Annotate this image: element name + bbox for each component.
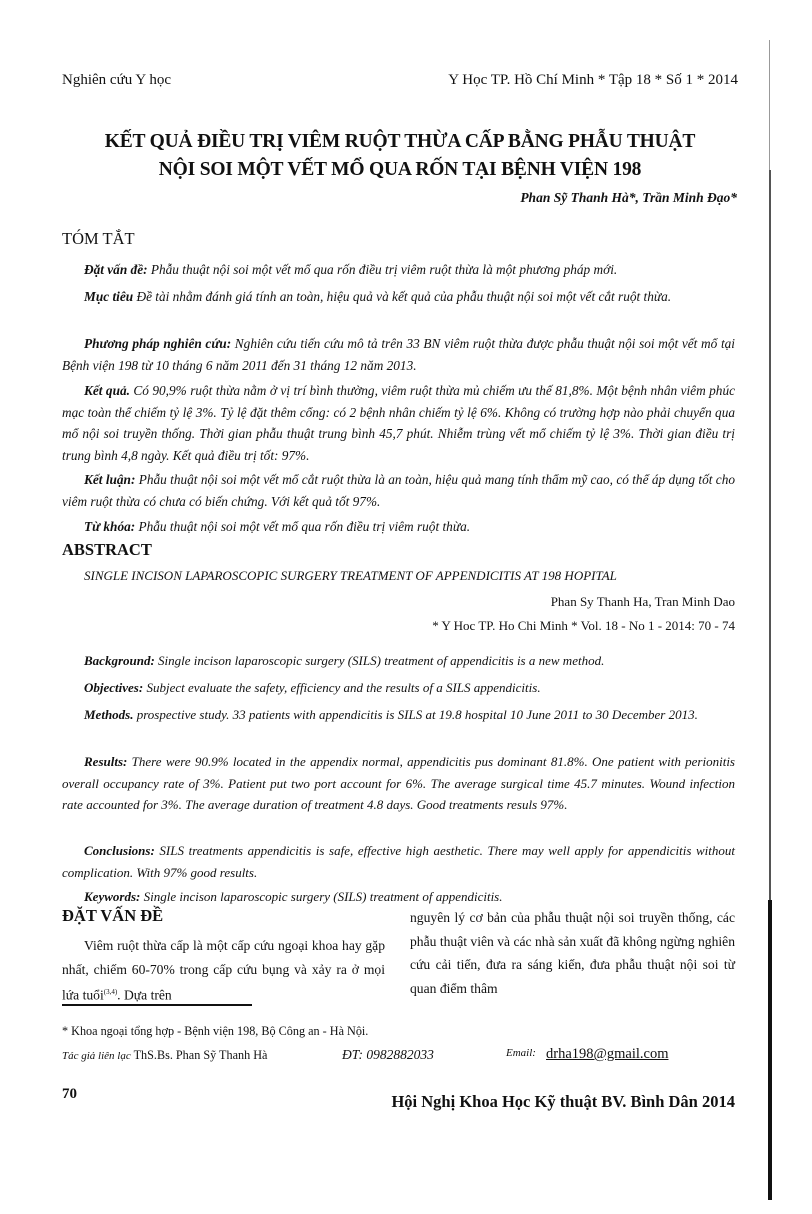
summary-paragraph: [62, 380, 735, 466]
paragraph-label: Methods.: [84, 707, 134, 722]
contact-email-link[interactable]: drha198@gmail.com: [546, 1046, 669, 1062]
running-header-left: Nghiên cứu Y học: [62, 72, 172, 88]
summary-heading: TÓM TẮT: [62, 229, 135, 248]
paragraph-text: Có 90,9% ruột thừa nằm ở vị trí bình thường, viêm ruột thừa mủ chiếm ưu thế 81,8%. Một bệnh nhân viêm phúc mạc toàn thể chiếm tỷ lệ 3%. Tỷ lệ đặt thêm cổng: có 2 bệnh nhân chiếm tỷ lệ 6%. Không có trường hợp nào phải chuyển qua mổ nội soi truyền thống. Thời gian phẫu thuật trung bình 45,7 phút. Nhiễm trùng vết mổ chiếm tỷ lệ 3%. Thời gian điều trị trung bình 4,8 ngày. Kết quả điều trị tốt: 97%.: [62, 383, 735, 463]
contact-label: Tác giả liên lạc: [62, 1050, 131, 1062]
authors: Phan Sỹ Thanh Hà*, Trần Minh Đạo*: [520, 190, 737, 205]
page-number: 70: [62, 1086, 77, 1102]
title-line-2: NỘI SOI MỘT VẾT MỔ QUA RỐN TẠI BỆNH VIỆN 198: [158, 159, 642, 180]
abstract-paragraph: [62, 677, 735, 699]
paragraph-label: Từ khóa:: [84, 519, 136, 534]
paragraph-label: Objectives:: [84, 680, 144, 695]
title-line-1: KẾT QUẢ ĐIỀU TRỊ VIÊM RUỘT THỪA CẤP BẰNG PHẪU THUẬT: [104, 131, 696, 152]
paragraph-text: Subject evaluate the safety, efficiency and the results of a SILS appendicitis.: [143, 680, 541, 695]
abstract-title: SINGLE INCISON LAPAROSCOPIC SURGERY TREATMENT OF APPENDICITIS AT 198 HOPITAL: [84, 568, 617, 583]
abstract-paragraph: [62, 650, 735, 672]
article-title: [40, 128, 760, 184]
contact-phone: ĐT: 0982882033: [342, 1047, 434, 1062]
scan-edge-bar: [768, 900, 772, 1200]
paragraph-text: Phẫu thuật nội soi một vết mổ qua rốn điều trị viêm ruột thừa là một phương pháp mới.: [147, 262, 618, 277]
contact-name: ThS.Bs. Phan Sỹ Thanh Hà: [133, 1048, 268, 1062]
abstract-paragraph: [62, 751, 735, 816]
paragraph-label: Kết quả.: [84, 383, 130, 398]
summary-paragraph: [62, 469, 735, 512]
paragraph-text: Nghiên cứu tiến cứu mô tả trên 33 BN viêm ruột thừa được phẫu thuật nội soi một vết mổ tại Bệnh viện 198 từ 10 tháng 6 năm 2011 đến 31 tháng 12 năm 2013.: [62, 336, 735, 373]
footnote-affiliation: * Khoa ngoại tổng hợp - Bệnh viện 198, Bộ Công an - Hà Nội.: [62, 1024, 369, 1038]
footnote-divider: [62, 1004, 252, 1006]
email-label: Email:: [506, 1047, 536, 1059]
paragraph-text: Single incison laparoscopic surgery (SILS) treatment of appendicitis is a new method.: [154, 653, 605, 668]
paragraph-text: prospective study. 33 patients with appendicitis is SILS at 19.8 hospital 10 June 2011 to 30 December 2013.: [133, 707, 698, 722]
paragraph-text: Phẫu thuật nội soi một vết mổ qua rốn điều trị viêm ruột thừa.: [135, 519, 471, 534]
paragraph-label: Phương pháp nghiên cứu:: [84, 336, 232, 351]
running-header-right: Y Học TP. Hồ Chí Minh * Tập 18 * Số 1 * 2014: [448, 72, 738, 88]
paragraph-label: Conclusions:: [84, 843, 155, 858]
intro-right-column: nguyên lý cơ bản của phẫu thuật nội soi truyền thống, các phẫu thuật viên và các nhà sản xuất đã không ngừng nghiên cứu cải tiến, đưa ra sáng kiến, đưa phẫu thuật nội soi từ quan điểm thâm: [410, 910, 735, 996]
paragraph-label: Keywords:: [84, 889, 141, 904]
paragraph-label: Kết luận:: [84, 472, 136, 487]
abstract-authors: Phan Sy Thanh Ha, Tran Minh Dao: [550, 594, 735, 609]
summary-paragraph: [62, 516, 735, 538]
paragraph-text: Phẫu thuật nội soi một vết mổ cắt ruột thừa là an toàn, hiệu quả mang tính thẩm mỹ cao, có thể áp dụng tốt cho viêm ruột thừa có chưa có biến chứng. Với kết quả tốt 97%.: [62, 472, 736, 509]
paragraph-label: Results:: [84, 754, 128, 769]
paragraph-label: Đặt vấn đề:: [84, 262, 148, 277]
footnote-contact: [62, 1048, 742, 1063]
paragraph-label: Background:: [84, 653, 155, 668]
intro-left-column: [62, 934, 385, 1007]
abstract-heading: ABSTRACT: [62, 540, 152, 559]
summary-paragraph: [62, 259, 735, 281]
intro-text: Viêm ruột thừa cấp là một cấp cứu ngoại khoa hay gặp nhất, chiếm 60-70% trong cấp cứu bụng và xảy ra ở mọi lứa tuổi: [62, 938, 385, 1003]
paragraph-text: Single incison laparoscopic surgery (SILS) treatment of appendicitis.: [140, 889, 503, 904]
running-footer: Hội Nghị Khoa Học Kỹ thuật BV. Bình Dân 2014: [391, 1092, 735, 1111]
citation-ref: (3,4): [103, 988, 118, 996]
summary-paragraph: [62, 286, 735, 308]
abstract-paragraph: [62, 886, 735, 908]
abstract-citation: * Y Hoc TP. Ho Chi Minh * Vol. 18 - No 1 - 2014: 70 - 74: [432, 618, 735, 633]
abstract-paragraph: [62, 840, 735, 883]
summary-paragraph: [62, 333, 735, 376]
abstract-paragraph: [62, 704, 735, 726]
intro-text: . Dựa trên: [117, 987, 172, 1003]
paragraph-label: Mục tiêu: [84, 289, 134, 304]
paragraph-text: SILS treatments appendicitis is safe, effective high aesthetic. There may well apply for appendicitis without complication. With 97% good results.: [62, 843, 735, 880]
paragraph-text: Đề tài nhằm đánh giá tính an toàn, hiệu quả và kết quả của phẫu thuật nội soi một vết cắt ruột thừa.: [133, 289, 672, 304]
intro-heading: ĐẶT VẤN ĐỀ: [62, 906, 164, 925]
paragraph-text: There were 90.9% located in the appendix normal, appendicitis pus dominant 81.8%. One patient with perionitis overall occupancy rate of 3%. Patient put two port account for 6%. The average surgical time 45.7 minutes. Wound infection rate accounted for 3%. The average duration of treatment 4.8 days. Good treatments resuls 97%.: [62, 754, 735, 812]
